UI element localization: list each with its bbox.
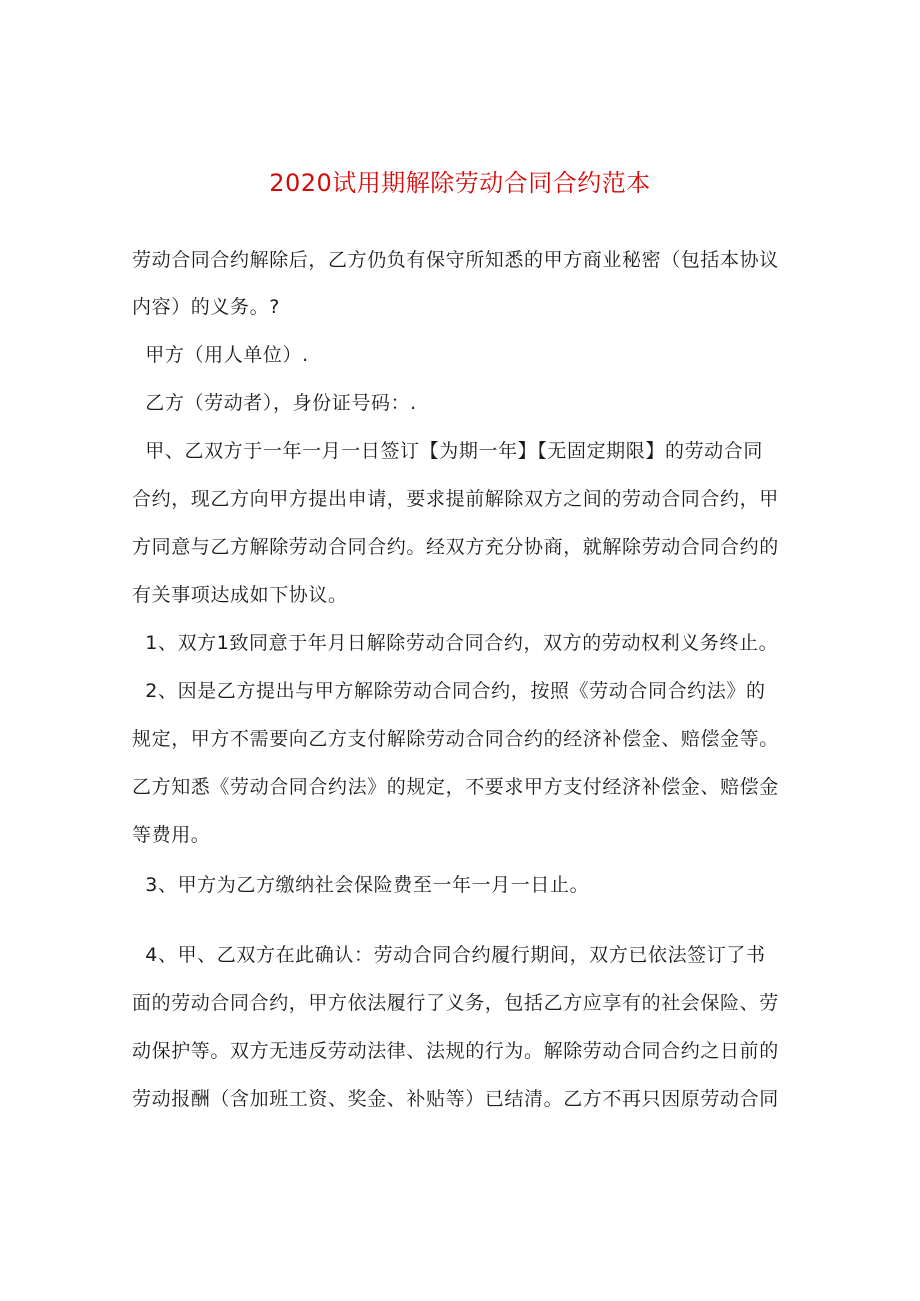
- text-line: 3、甲方为乙方缴纳社会保险费至一年一月一日止。: [132, 874, 590, 896]
- text-line: 方同意与乙方解除劳动合同合约。经双方充分协商，就解除劳动合同合约的: [132, 536, 779, 558]
- text-line: 2、因是乙方提出与甲方解除劳动合同合约，按照《劳动合同合约法》的: [132, 680, 766, 702]
- text-line: 乙方知悉《劳动合同合约法》的规定，不要求甲方支付经济补偿金、赔偿金: [132, 776, 779, 798]
- text-line: 甲方（用人单位）.: [132, 344, 309, 366]
- text-line: 1、双方1致同意于年月日解除劳动合同合约，双方的劳动权利义务终止。: [132, 632, 779, 654]
- text-line: 合约，现乙方向甲方提出申请，要求提前解除双方之间的劳动合同合约，甲: [132, 488, 779, 510]
- text-line: 乙方（劳动者），身份证号码：.: [132, 392, 417, 414]
- text-line: 劳动合同合约解除后，乙方仍负有保守所知悉的甲方商业秘密（包括本协议: [132, 249, 779, 271]
- text-line: 规定，甲方不需要向乙方支付解除劳动合同合约的经济补偿金、赔偿金等。: [132, 728, 779, 750]
- text-line: 劳动报酬（含加班工资、奖金、补贴等）已结清。乙方不再只因原劳动合同: [132, 1088, 779, 1110]
- text-line: 甲、乙双方于一年一月一日签订【为期一年】【无固定期限】的劳动合同: [132, 440, 763, 462]
- text-line: 内容）的义务。?: [132, 296, 280, 318]
- document-title: 2020试用期解除劳动合同合约范本: [269, 169, 651, 197]
- text-line: 面的劳动合同合约，甲方依法履行了义务，包括乙方应享有的社会保险、劳: [132, 992, 779, 1014]
- text-line: 动保护等。双方无违反劳动法律、法规的行为。解除劳动合同合约之日前的: [132, 1040, 779, 1062]
- text-line: 等费用。: [132, 824, 211, 846]
- text-line: 有关事项达成如下协议。: [132, 584, 348, 606]
- text-line: 4、甲、乙双方在此确认：劳动合同合约履行期间，双方已依法签订了书: [132, 944, 766, 966]
